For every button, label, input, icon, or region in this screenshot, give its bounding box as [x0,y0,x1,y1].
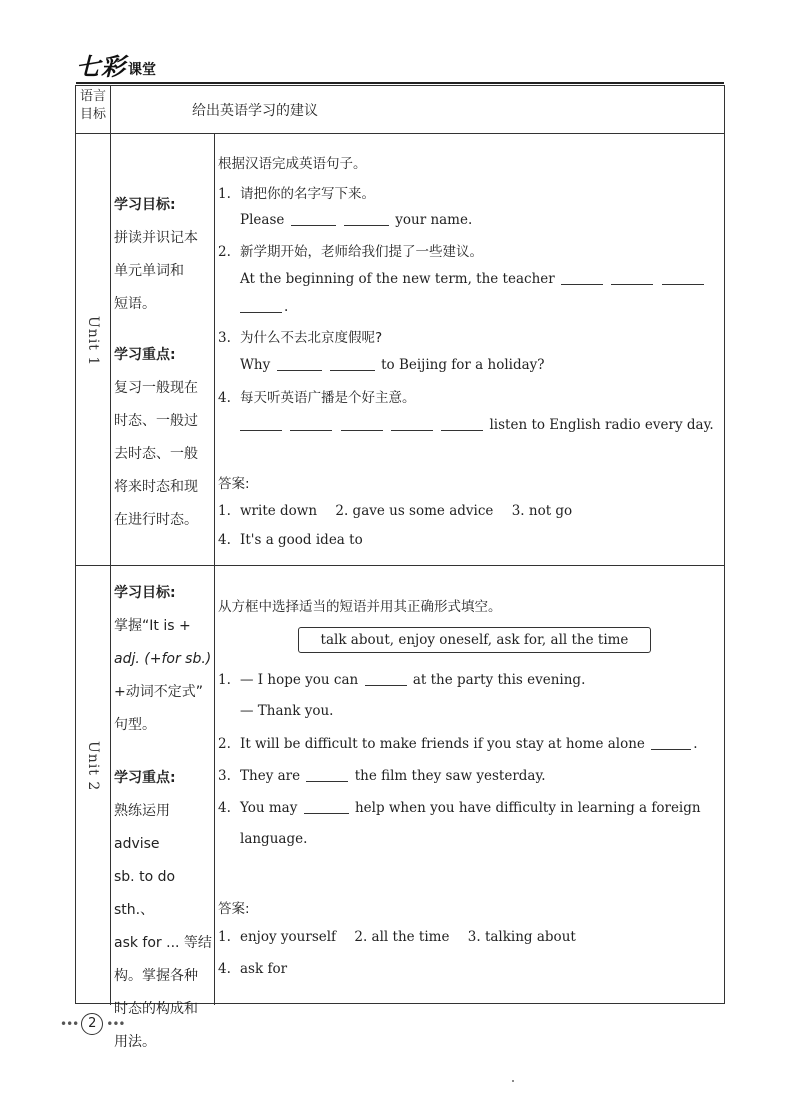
unit2-answer-line: 4. ask for [218,961,288,977]
header-rule [76,82,724,84]
dots-icon: ••• [60,1017,79,1031]
unit1-learning-goal-line: 单元单词和 [114,263,184,279]
unit1-focus-line: 去时态、一般 [114,446,198,462]
unit1-item-en: Please your name. [240,212,473,228]
language-goal-label: 语言目标 [79,89,106,122]
unit1-focus-line: 在进行时态。 [114,512,198,528]
unit1-item-en: Why to Beijing for a holiday? [240,357,545,373]
unit1-item-cn: 1. 请把你的名字写下来。 [218,186,375,202]
unit2-focus-line: 时态的构成和 [114,1001,198,1017]
unit1-item-cn: 2. 新学期开始，老师给我们提了一些建议。 [218,244,483,260]
unit1-learning-goal-head: 学习目标: [114,197,176,213]
unit2-item: 3. They are the film they saw yesterday. [218,768,546,784]
unit1-item-cn: 4. 每天听英语广播是个好主意。 [218,390,416,406]
unit1-focus-line: 复习一般现在 [114,380,198,396]
language-goal-text: 给出英语学习的建议 [192,103,318,119]
unit2-focus-line: sb. to do sth.、 [114,869,176,918]
unit2-focus-line: 用法。 [114,1034,156,1050]
answer-blank[interactable] [365,671,407,686]
unit2-focus-head: 学习重点: [114,770,176,786]
unit1-focus-head: 学习重点: [114,347,176,363]
unit1-item-en: listen to English radio every day. [240,416,714,433]
brand-classroom: 课堂 [128,62,156,78]
brand-script: 七彩 [76,52,126,81]
unit2-learning-goal-line: +动词不定式” [114,684,203,700]
unit1-answer-line: 4. It's a good idea to [218,532,363,548]
unit2-item: language. [240,831,308,847]
unit2-item: 1. — I hope you can at the party this evening. [218,672,586,688]
unit1-goals [114,189,214,537]
column-divider [214,133,215,1005]
unit1-focus-line: 时态、一般过 [114,413,198,429]
answer-blank[interactable] [306,767,348,782]
unit2-goals [114,577,214,1059]
page-number-badge: 2 [81,1013,103,1035]
unit1-answer-label: 答案: [218,476,250,492]
unit1-item-en: . [240,298,288,315]
unit2-learning-goal-head: 学习目标: [114,585,176,601]
dots-icon: ••• [106,1017,125,1031]
unit1-instruction: 根据汉语完成英语句子。 [218,156,367,172]
column-divider [110,86,111,1005]
unit1-focus-line: 将来时态和现 [114,479,198,495]
unit1-label: Unit 1 [85,316,101,367]
unit2-focus-line: 熟练运用 advise [114,803,170,852]
unit2-focus-line: ask for ... 等结 [114,935,212,951]
unit2-focus-line: 构。掌握各种 [114,968,198,984]
unit1-item-cn: 3. 为什么不去北京度假呢? [218,330,383,346]
print-speck [512,1080,514,1082]
unit2-learning-goal-line: 掌握“It is + [114,618,191,634]
unit2-learning-goal-line: 句型。 [114,717,156,733]
unit2-item: — Thank you. [240,703,334,719]
unit2-answer-label: 答案: [218,901,250,917]
unit2-answer-line: 1. enjoy yourself 2. all the time 3. talking about [218,929,576,945]
lesson-table [75,85,725,1050]
unit2-learning-goal-line: adj. (+for sb.) [114,651,212,667]
unit2-instruction: 从方框中选择适当的短语并用其正确形式填空。 [218,599,502,615]
unit2-label: Unit 2 [85,741,101,792]
answer-blank[interactable] [304,799,349,814]
page-number [60,1013,124,1035]
answer-blank[interactable] [651,735,691,750]
unit1-answer-line: 1. write down 2. gave us some advice 3. not go [218,503,573,519]
brand-logo [76,52,156,82]
unit2-exercise [218,86,724,1005]
unit1-learning-goal-line: 拼读并识记本 [114,230,198,246]
phrase-box: talk about, enjoy oneself, ask for, all the time [298,627,651,653]
unit1-item-en: At the beginning of the new term, the teacher [240,270,706,287]
unit2-item: 4. You may help when you have difficulty in learning a foreign [218,800,701,816]
unit1-learning-goal-line: 短语。 [114,296,156,312]
unit2-item: 2. It will be difficult to make friends if you stay at home alone . [218,736,698,752]
